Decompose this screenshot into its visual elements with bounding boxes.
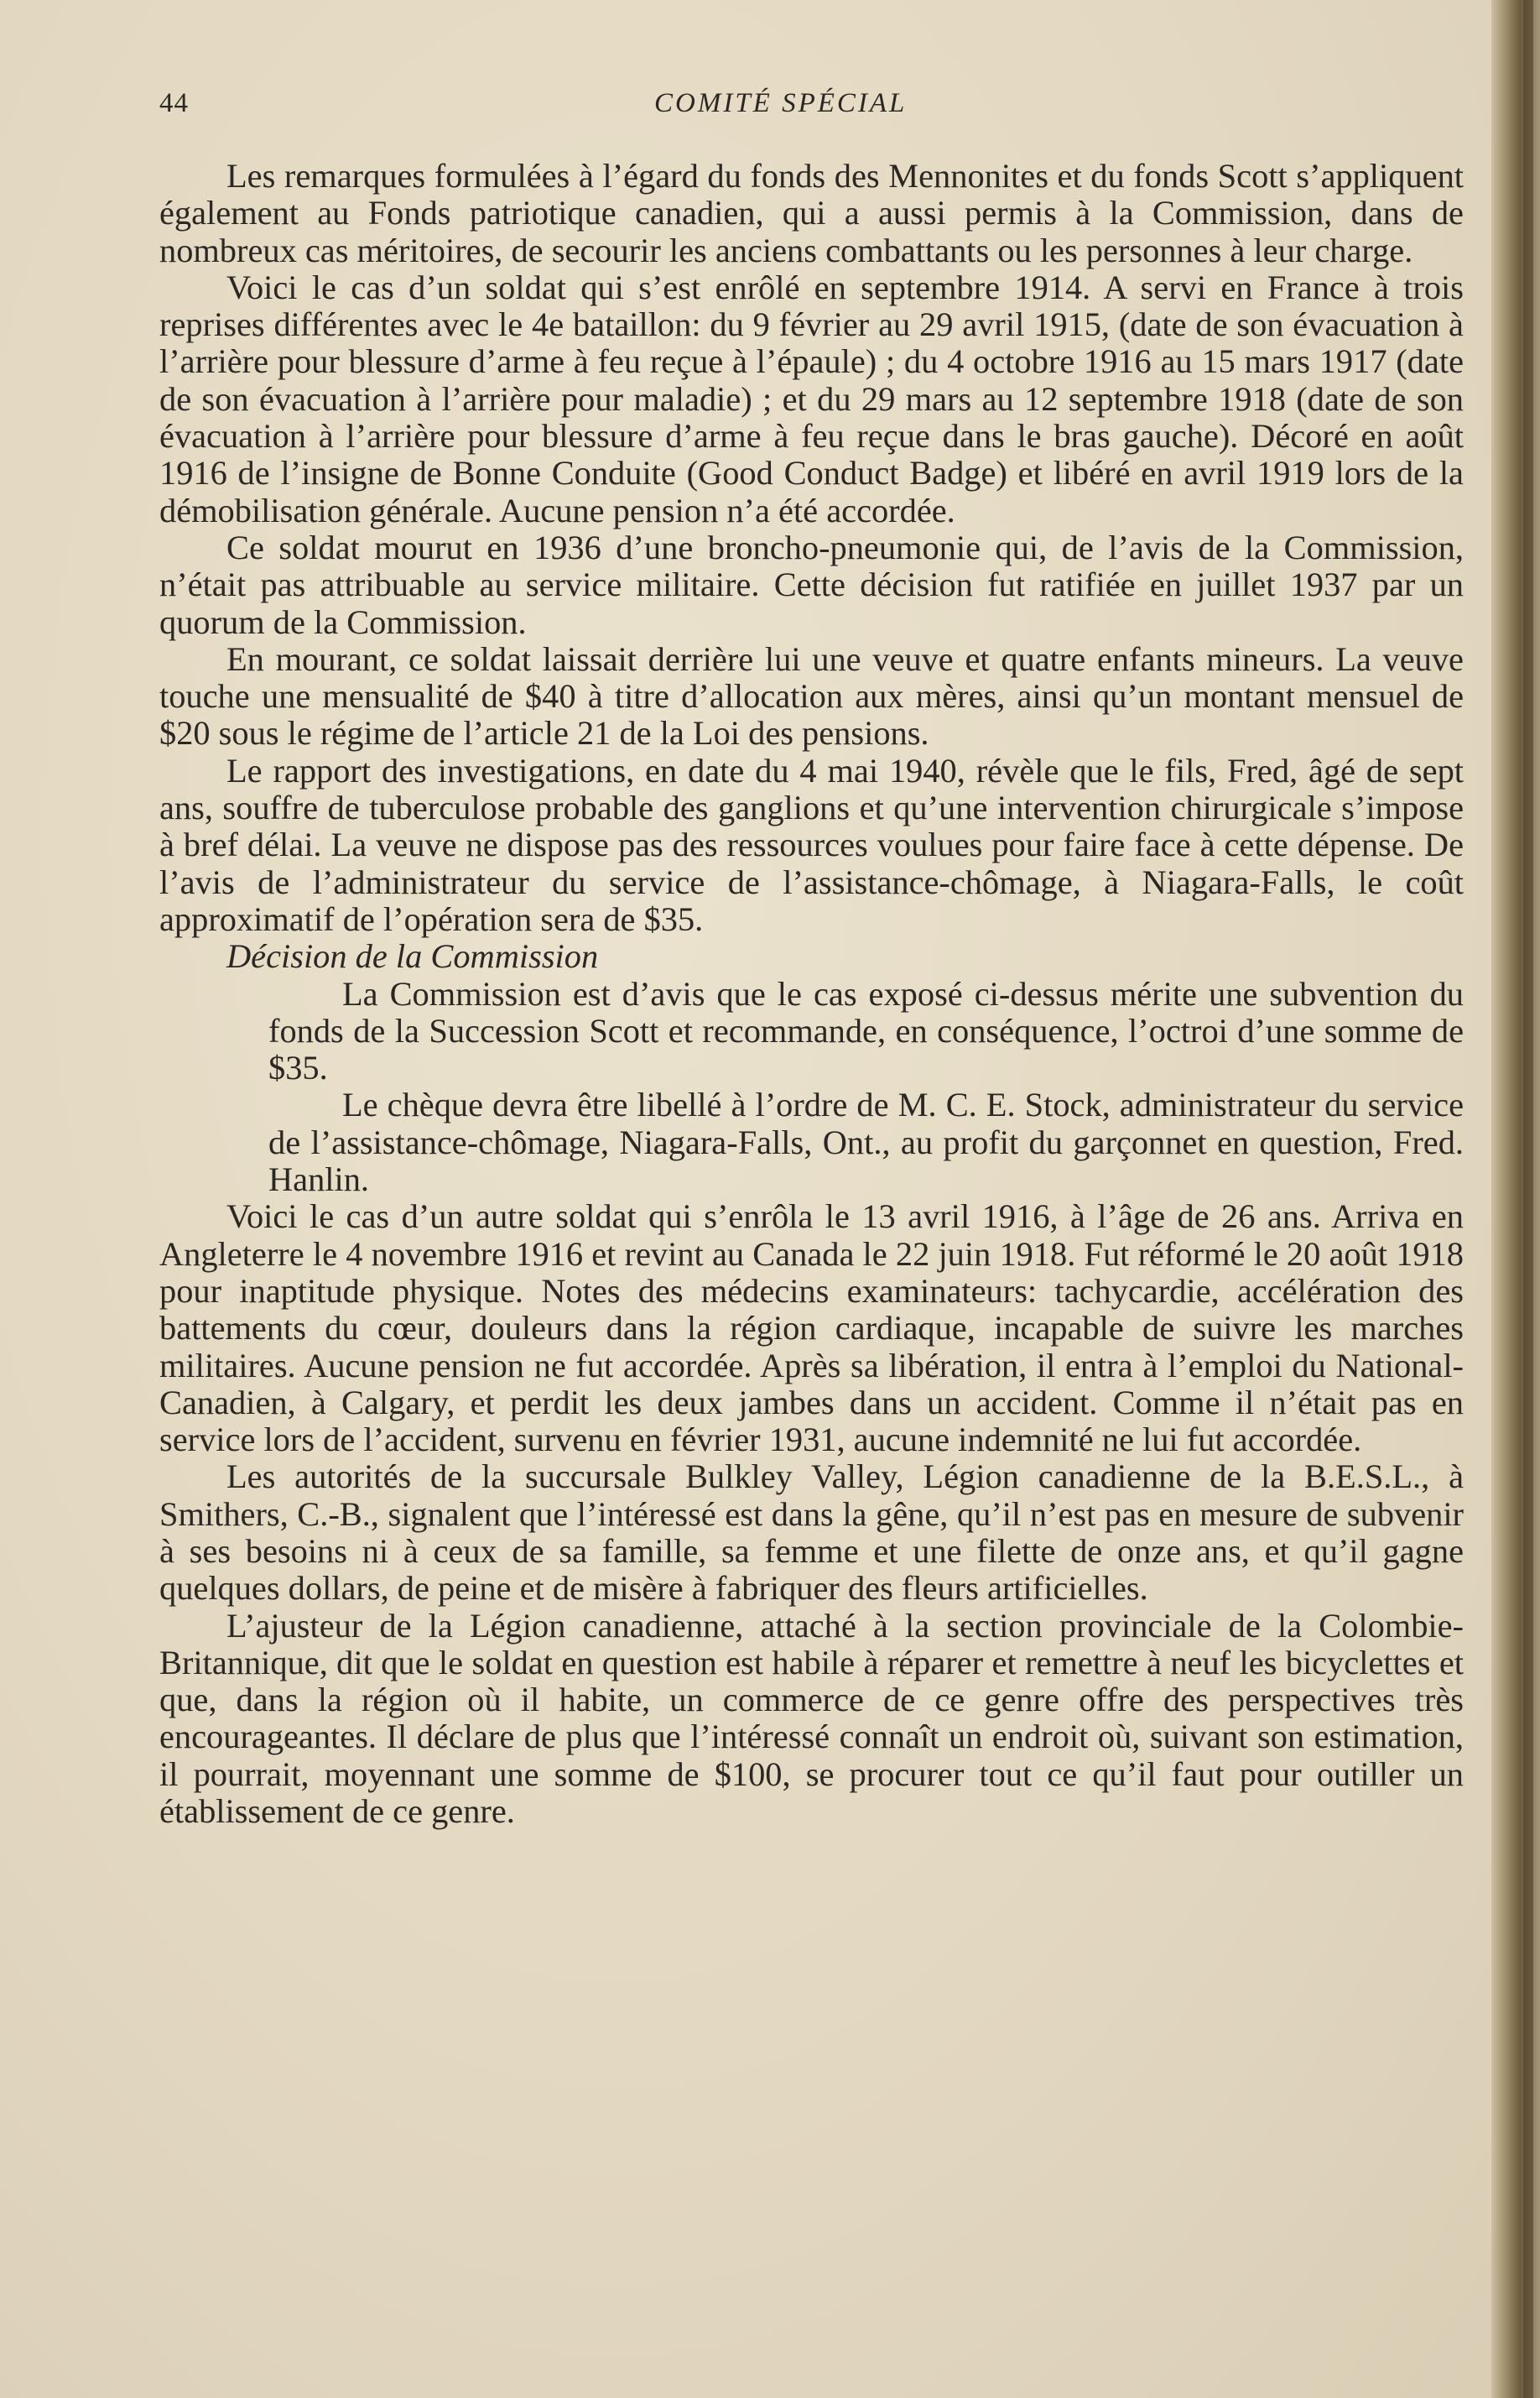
paragraph: Ce soldat mourut en 1936 d’une broncho-pneumonie qui, de l’avis de la Commission, n’était pas attribuable au service militaire. Cette décision fut ratifiée en juillet 1937 par un quorum de la Commission. xyxy=(159,528,1464,641)
decision-paragraph: Le chèque devra être libellé à l’ordre de M. C. E. Stock, administrateur du service de l’assistance-chômage, Niagara-Falls, Ont., au profit du garçonnet en question, Fred. Hanlin. xyxy=(268,1086,1464,1199)
section-heading: Décision de la Commission xyxy=(226,937,599,976)
running-title: COMITÉ SPÉCIAL xyxy=(654,88,908,118)
decision-paragraph: La Commission est d’avis que le cas exposé ci-dessus mérite une subvention du fonds de la Succession Scott et recommande, en conséquence, l’octroi d’une somme de $35. xyxy=(268,974,1464,1087)
paragraph: Voici le cas d’un autre soldat qui s’enrôla le 13 avril 1916, à l’âge de 26 ans. Arriva en Angleterre le 4 novembre 1916 et revint au Canada le 22 juin 1918. Fut réformé le 20 août 1918 pour inaptitude physique. Notes des médecins examinateurs: tachycardie, accélération des battements du cœur, douleurs dans la région cardiaque, incapable de suivre les marches militaires. Aucune pension ne fut accordée. Après sa libération, il entra à l’emploi du National-Canadien, à Calgary, et perdit les deux jambes dans un accident. Comme il n’était pas en service lors de l’accident, survenu en février 1931, aucune indemnité ne lui fut accordée. xyxy=(159,1197,1464,1459)
body-text xyxy=(159,158,1464,1830)
paragraph: Le rapport des investigations, en date du 4 mai 1940, révèle que le fils, Fred, âgé de sept ans, souffre de tuberculose probable des ganglions et qu’une intervention chirurgicale s’impose à bref délai. La veuve ne dispose pas des ressources voulues pour faire face à cette dépense. De l’avis de l’administrateur du service de l’assistance-chômage, à Niagara-Falls, le coût approximatif de l’opération sera de $35. xyxy=(159,751,1464,938)
paragraph: L’ajusteur de la Légion canadienne, attaché à la section provinciale de la Colombie-Britannique, dit que le soldat en question est habile à réparer et remettre à neuf les bicyclettes et que, dans la région où il habite, un commerce de ce genre offre des perspectives très encourageantes. Il déclare de plus que l’intéressé connaît un endroit où, suivant son estimation, il pourrait, moyennant une somme de $100, se procurer tout ce qu’il faut pour outiller un établissement de ce genre. xyxy=(159,1606,1464,1831)
page-header xyxy=(159,88,1468,130)
paragraph: Voici le cas d’un soldat qui s’est enrôlé en septembre 1914. A servi en France à trois reprises différentes avec le 4e bataillon: du 9 février au 29 avril 1915, (date de son évacuation à l’arrière pour blessure d’arme à feu reçue à l’épaule) ; du 4 octobre 1916 au 15 mars 1917 (date de son évacuation à l’arrière pour maladie) ; et du 29 mars au 12 septembre 1918 (date de son évacuation à l’arrière pour blessure d’arme à feu reçue dans le bras gauche). Décoré en août 1916 de l’insigne de Bonne Conduite (Good Conduct Badge) et libéré en avril 1919 lors de la démobilisation générale. Aucune pension n’a été accordée. xyxy=(159,268,1464,529)
binding-edge xyxy=(1523,0,1533,2398)
paragraph: Les remarques formulées à l’égard du fonds des Mennonites et du fonds Scott s’appliquent également au Fonds patriotique canadien, qui a aussi permis à la Commission, dans de nombreux cas méritoires, de secourir les anciens combattants ou les personnes à leur charge. xyxy=(159,157,1464,269)
paragraph: En mourant, ce soldat laissait derrière lui une veuve et quatre enfants mineurs. La veuve touche une mensualité de $40 à titre d’allocation aux mères, ainsi qu’un montant mensuel de $20 sous le régime de l’article 21 de la Loi des pensions. xyxy=(159,639,1464,753)
decision-block xyxy=(268,976,1464,1199)
page-number: 44 xyxy=(159,88,189,118)
paragraph: Les autorités de la succursale Bulkley Valley, Légion canadienne de la B.E.S.L., à Smithers, C.-B., signalent que l’intéressé est dans la gêne, qu’il n’est pas en mesure de subvenir à ses besoins ni à ceux de sa famille, sa femme et une filette de onze ans, et qu’il gagne quelques dollars, de peine et de misère à fabriquer des fleurs artificielles. xyxy=(159,1457,1464,1608)
